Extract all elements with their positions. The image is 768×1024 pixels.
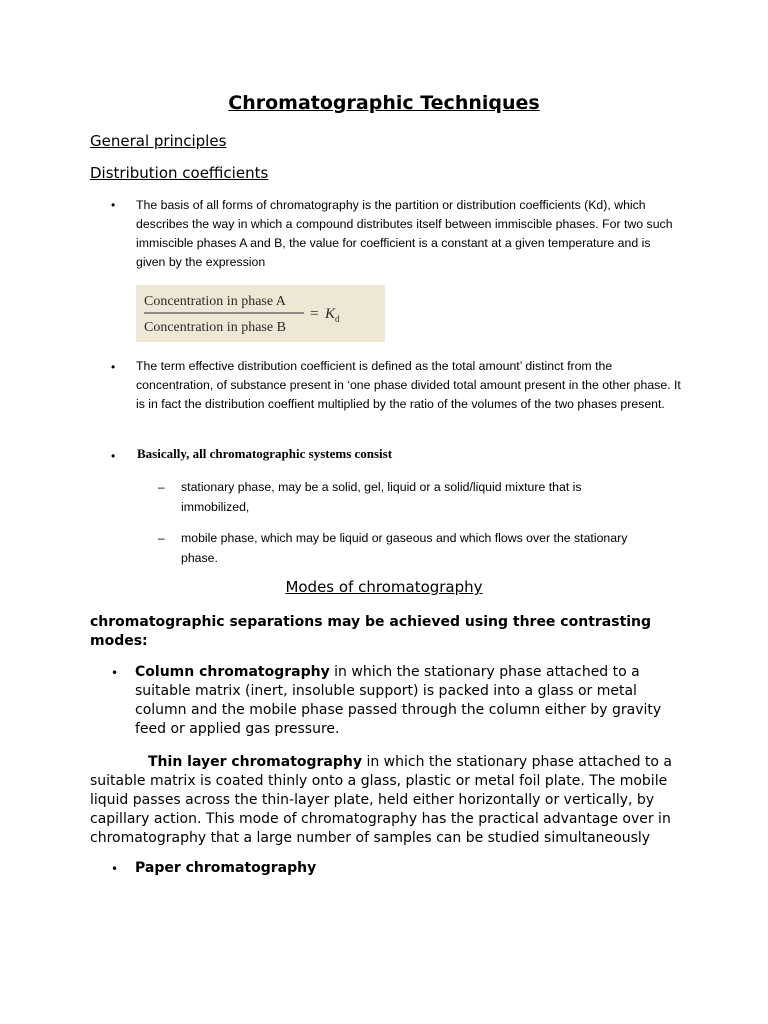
page-title: Chromatographic Techniques <box>228 92 540 114</box>
formula-k: K <box>325 306 336 322</box>
formula-denominator: Concentration in phase B <box>144 320 286 335</box>
modes-intro: chromatographic separations may be achieved using three contrasting modes: <box>90 614 652 649</box>
bullet-icon: • <box>111 198 116 212</box>
bullet-icon: • <box>111 666 119 680</box>
text-column: in which the stationary phase attached to a suitable matrix (inert, insoluble support) is packed into a glass or metal column and the mobile phase passed through the column either by gravity feed or applied gas pressure. <box>135 664 662 737</box>
paragraph-paper-chromatography: Paper chromatography <box>135 860 317 876</box>
heading-modes: Modes of chromatography <box>285 578 483 596</box>
heading-general-principles: General principles <box>90 132 227 150</box>
text-tlc: in which the stationary phase attached to a suitable matrix is coated thinly onto a glass, plastic or metal foil plate. The mobile liquid passes across the thin-layer plate, held either horizontally or vertically, by capillary action. This mode of chromatography has the practical advantage over in chromatography that a large number of samples can be studied simultaneously <box>90 754 673 846</box>
bullet-icon: • <box>111 449 116 463</box>
heading-distribution-coefficients: Distribution coefficients <box>90 164 269 182</box>
dash-icon: – <box>158 531 165 545</box>
dash-icon: – <box>158 480 165 494</box>
paragraph-effective-coefficient: The term effective distribution coefficient is defined as the total amount’ distinct from the concentration, of substance present in ‘one phase divided total amount present in the other phase. It is in fact the distribution coeffient multiplied by the ratio of the volumes of the two phases present. <box>136 359 681 411</box>
sub-item-stationary-phase: stationary phase, may be a solid, gel, liquid or a solid/liquid mixture that is immobilized, <box>181 480 582 514</box>
paragraph-partition: The basis of all forms of chromatography is the partition or distribution coefficients (Kd), which describes the way in which a compound distributes itself between immiscible phases. For two such immiscible phases A and B, the value for coefficient is a constant at a given temperature and is given by the expression <box>136 198 673 269</box>
formula-subscript: d <box>335 314 340 324</box>
formula-graphic <box>136 285 385 342</box>
term-tlc: Thin layer chromatography <box>148 754 362 770</box>
paragraph-column-chromatography <box>135 663 675 739</box>
paragraph-tlc <box>90 753 680 848</box>
paragraph-systems-consist: Basically, all chromatographic systems consist <box>137 446 393 461</box>
sub-item-mobile-phase: mobile phase, which may be liquid or gaseous and which flows over the stationary phase. <box>181 531 628 565</box>
bullet-icon: • <box>111 862 119 876</box>
formula-equals: = <box>310 306 319 322</box>
term-column: Column chromatography <box>135 664 330 680</box>
bullet-icon: • <box>111 360 116 374</box>
formula-numerator: Concentration in phase A <box>144 294 286 309</box>
formula-image <box>136 285 385 342</box>
